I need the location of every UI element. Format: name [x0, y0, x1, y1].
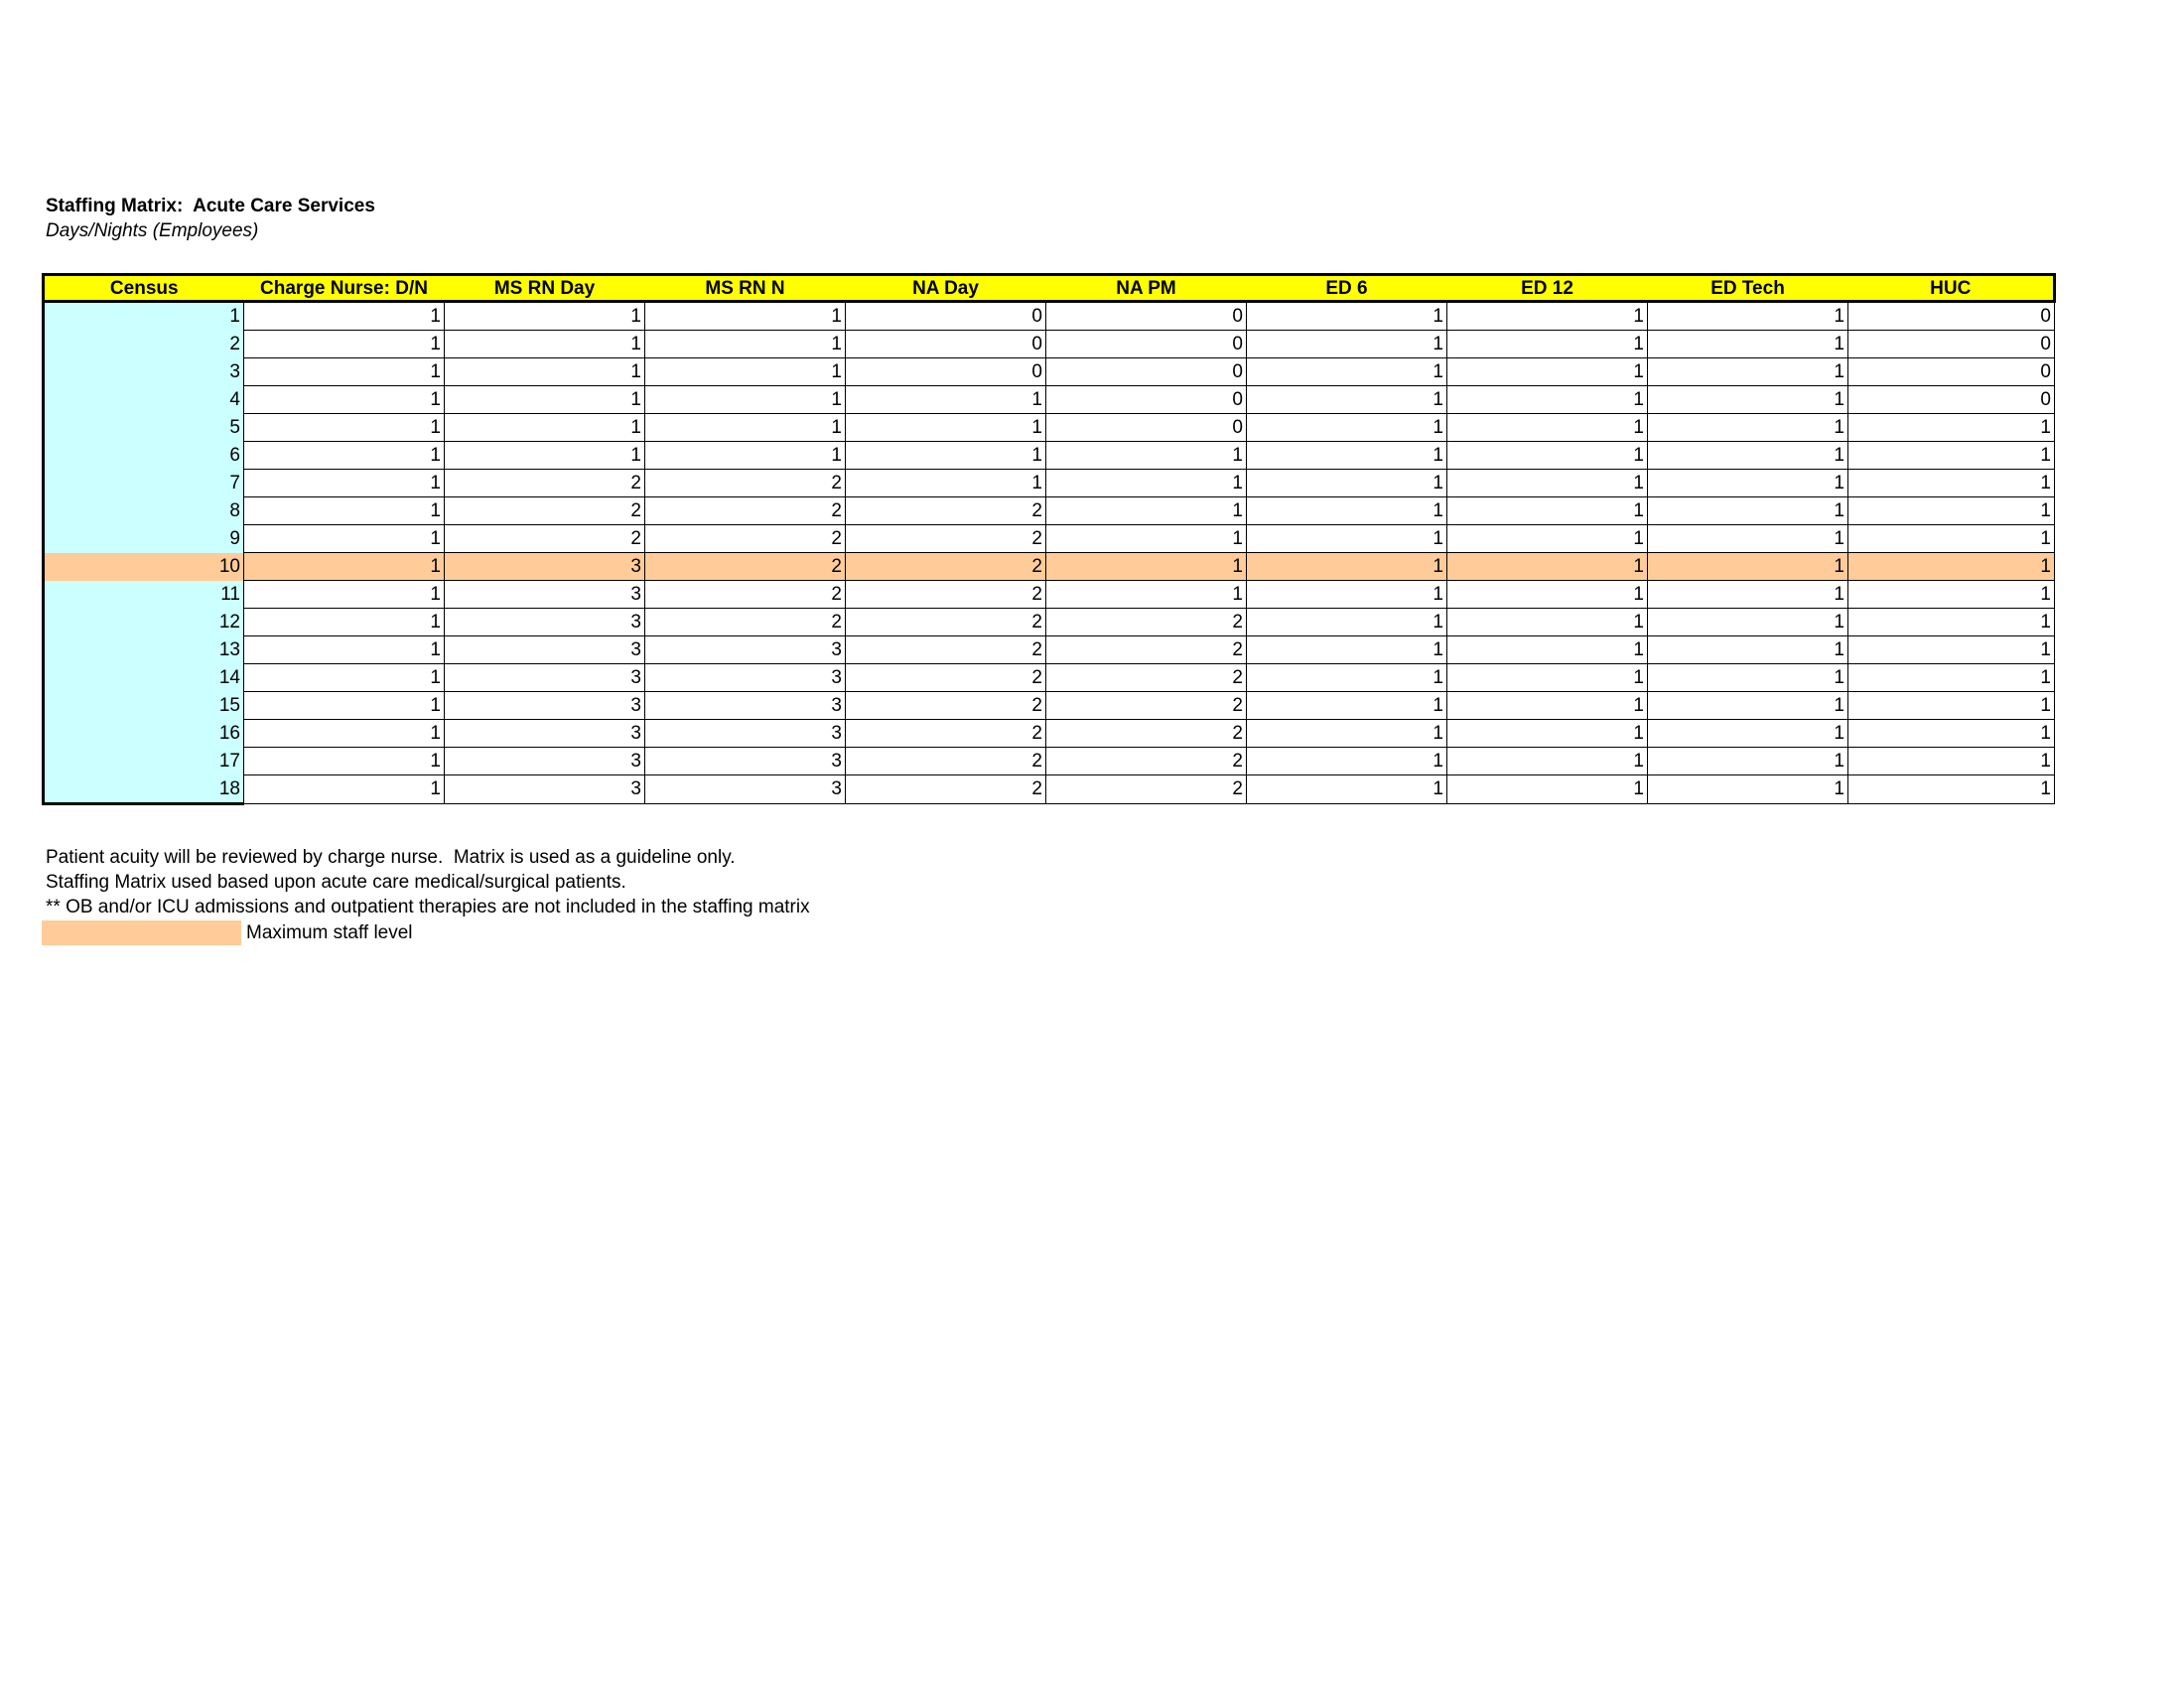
table-cell: 1 [244, 720, 445, 748]
table-cell: 3 [645, 664, 846, 692]
table-cell: 1 [645, 414, 846, 442]
table-cell: 1 [1648, 553, 1848, 581]
column-header: NA Day [846, 275, 1046, 302]
table-cell: 0 [1046, 331, 1247, 358]
table-cell: 3 [445, 775, 645, 804]
table-cell: 1 [1848, 720, 2055, 748]
table-cell: 2 [846, 664, 1046, 692]
table-cell: 1 [1648, 525, 1848, 553]
table-cell: 1 [1648, 748, 1848, 775]
table-cell: 1 [244, 331, 445, 358]
note-acuity: Patient acuity will be reviewed by charge nurse. Matrix is used as a guideline only. [46, 847, 736, 868]
table-cell: 1 [244, 775, 445, 804]
table-row [44, 525, 2055, 553]
census-cell: 11 [44, 581, 244, 609]
table-cell: 3 [445, 692, 645, 720]
table-cell: 1 [244, 748, 445, 775]
legend-label: Maximum staff level [246, 921, 413, 943]
table-cell: 2 [645, 525, 846, 553]
table-body [44, 302, 2055, 804]
table-cell: 2 [445, 525, 645, 553]
census-cell: 18 [44, 775, 244, 804]
table-cell: 1 [1447, 386, 1648, 414]
table-cell: 1 [244, 386, 445, 414]
table-cell: 2 [846, 692, 1046, 720]
table-cell: 0 [1848, 386, 2055, 414]
table-cell: 1 [1046, 581, 1247, 609]
table-cell: 2 [1046, 692, 1247, 720]
table-cell: 1 [244, 609, 445, 636]
table-cell: 1 [1247, 692, 1447, 720]
table-cell: 1 [1046, 525, 1247, 553]
table-cell: 1 [1247, 609, 1447, 636]
table-cell: 1 [1447, 302, 1648, 331]
table-cell: 1 [645, 442, 846, 470]
column-header: Census [44, 275, 244, 302]
table-row [44, 609, 2055, 636]
column-header: MS RN Day [445, 275, 645, 302]
table-cell: 1 [1247, 748, 1447, 775]
table-cell: 1 [244, 664, 445, 692]
table-cell: 3 [645, 775, 846, 804]
table-cell: 1 [1648, 775, 1848, 804]
table-cell: 1 [244, 442, 445, 470]
table-cell: 2 [645, 470, 846, 497]
table-cell: 1 [1848, 497, 2055, 525]
table-cell: 1 [1447, 525, 1648, 553]
table-cell: 1 [1447, 775, 1648, 804]
table-row [44, 775, 2055, 804]
legend-swatch [42, 920, 241, 945]
table-cell: 1 [846, 414, 1046, 442]
table-cell: 1 [1247, 470, 1447, 497]
table-cell: 2 [445, 470, 645, 497]
table-cell: 1 [1848, 553, 2055, 581]
table-cell: 1 [1247, 720, 1447, 748]
table-cell: 0 [846, 302, 1046, 331]
table-cell: 1 [244, 636, 445, 664]
table-cell: 0 [1046, 386, 1247, 414]
table-cell: 1 [1447, 636, 1648, 664]
census-cell: 13 [44, 636, 244, 664]
legend [42, 920, 413, 945]
notes [46, 845, 810, 919]
table-cell: 2 [846, 609, 1046, 636]
table-cell: 1 [1648, 609, 1848, 636]
table-cell: 1 [1848, 692, 2055, 720]
table-cell: 2 [1046, 609, 1247, 636]
table-cell: 1 [1447, 331, 1648, 358]
table-cell: 1 [645, 302, 846, 331]
census-cell: 6 [44, 442, 244, 470]
table-cell: 1 [1848, 609, 2055, 636]
table-row [44, 497, 2055, 525]
table-cell: 1 [846, 470, 1046, 497]
table-cell: 0 [846, 358, 1046, 386]
table-cell: 1 [1648, 414, 1848, 442]
table-cell: 1 [1447, 692, 1648, 720]
table-cell: 1 [244, 525, 445, 553]
table-cell: 3 [445, 720, 645, 748]
table-cell: 1 [1447, 581, 1648, 609]
table-cell: 1 [1247, 664, 1447, 692]
table-header-row [44, 275, 2055, 302]
table-row [44, 442, 2055, 470]
table-cell: 2 [1046, 775, 1247, 804]
census-cell: 17 [44, 748, 244, 775]
table-cell: 1 [1648, 664, 1848, 692]
census-cell: 5 [44, 414, 244, 442]
table-cell: 0 [1848, 331, 2055, 358]
table-cell: 2 [846, 775, 1046, 804]
table-cell: 1 [1247, 414, 1447, 442]
table-cell: 1 [1247, 497, 1447, 525]
table-cell: 2 [846, 553, 1046, 581]
table-cell: 2 [645, 581, 846, 609]
table-cell: 0 [1046, 302, 1247, 331]
table-cell: 2 [1046, 720, 1247, 748]
table-cell: 1 [1648, 358, 1848, 386]
table-cell: 3 [445, 553, 645, 581]
table-cell: 1 [1046, 497, 1247, 525]
table-cell: 3 [445, 748, 645, 775]
table-cell: 2 [645, 609, 846, 636]
table-cell: 1 [1247, 553, 1447, 581]
table-cell: 1 [445, 358, 645, 386]
table-cell: 1 [244, 553, 445, 581]
table-cell: 1 [1046, 553, 1247, 581]
table-cell: 1 [244, 302, 445, 331]
table-cell: 2 [1046, 636, 1247, 664]
table-row [44, 720, 2055, 748]
table-cell: 2 [645, 553, 846, 581]
table-cell: 1 [244, 692, 445, 720]
table-cell: 1 [1247, 386, 1447, 414]
table-row [44, 553, 2055, 581]
table-cell: 1 [1848, 442, 2055, 470]
table-cell: 1 [846, 442, 1046, 470]
table-cell: 1 [846, 386, 1046, 414]
table-cell: 2 [846, 636, 1046, 664]
table-cell: 1 [1848, 414, 2055, 442]
table-cell: 1 [445, 331, 645, 358]
census-cell: 9 [44, 525, 244, 553]
table-cell: 3 [645, 748, 846, 775]
table-cell: 1 [1247, 331, 1447, 358]
table-row [44, 636, 2055, 664]
table-cell: 1 [244, 414, 445, 442]
note-exclusions: ** OB and/or ICU admissions and outpatient therapies are not included in the staffing matrix [46, 897, 810, 917]
census-cell: 16 [44, 720, 244, 748]
table-cell: 1 [1447, 358, 1648, 386]
table-cell: 3 [445, 664, 645, 692]
table-row [44, 748, 2055, 775]
table-cell: 1 [244, 497, 445, 525]
column-header: ED 12 [1447, 275, 1648, 302]
table-row [44, 331, 2055, 358]
table-cell: 2 [1046, 664, 1247, 692]
table-cell: 1 [1648, 302, 1848, 331]
table-row [44, 692, 2055, 720]
table-cell: 1 [1848, 748, 2055, 775]
table-cell: 1 [1247, 442, 1447, 470]
table-cell: 1 [1848, 664, 2055, 692]
table-cell: 1 [1648, 331, 1848, 358]
table-cell: 1 [244, 470, 445, 497]
table-cell: 1 [244, 581, 445, 609]
table-cell: 2 [846, 720, 1046, 748]
table-cell: 1 [1648, 386, 1848, 414]
column-header: NA PM [1046, 275, 1247, 302]
table-cell: 1 [1247, 302, 1447, 331]
staffing-matrix-table [42, 273, 2056, 805]
table-cell: 3 [445, 636, 645, 664]
table-cell: 1 [1447, 664, 1648, 692]
table-cell: 1 [1447, 414, 1648, 442]
table-cell: 0 [1848, 302, 2055, 331]
table-cell: 1 [1247, 525, 1447, 553]
table-cell: 3 [645, 636, 846, 664]
table-cell: 3 [445, 609, 645, 636]
table-cell: 3 [645, 720, 846, 748]
table-cell: 3 [645, 692, 846, 720]
table-cell: 1 [445, 302, 645, 331]
table-cell: 1 [1247, 636, 1447, 664]
table-cell: 1 [1648, 581, 1848, 609]
note-basis: Staffing Matrix used based upon acute care medical/surgical patients. [46, 872, 626, 893]
table-cell: 1 [1447, 497, 1648, 525]
table-cell: 2 [846, 748, 1046, 775]
table-cell: 1 [1648, 720, 1848, 748]
table-cell: 1 [1447, 470, 1648, 497]
table-cell: 1 [1648, 470, 1848, 497]
table-cell: 1 [1247, 775, 1447, 804]
table-cell: 0 [1848, 358, 2055, 386]
table-cell: 1 [1848, 470, 2055, 497]
table-cell: 2 [846, 525, 1046, 553]
census-cell: 3 [44, 358, 244, 386]
table-cell: 1 [1648, 636, 1848, 664]
table-cell: 1 [1447, 720, 1648, 748]
table-cell: 0 [1046, 414, 1247, 442]
table-cell: 1 [1447, 748, 1648, 775]
census-cell: 7 [44, 470, 244, 497]
census-cell: 8 [44, 497, 244, 525]
census-cell: 4 [44, 386, 244, 414]
page-title: Staffing Matrix: Acute Care Services [46, 196, 375, 216]
census-cell: 12 [44, 609, 244, 636]
table-cell: 1 [1046, 442, 1247, 470]
table-cell: 1 [1447, 609, 1648, 636]
census-cell: 14 [44, 664, 244, 692]
table-cell: 1 [445, 386, 645, 414]
table-cell: 2 [645, 497, 846, 525]
table-cell: 1 [1648, 692, 1848, 720]
table-cell: 1 [1648, 497, 1848, 525]
table-cell: 1 [645, 386, 846, 414]
table-cell: 1 [645, 331, 846, 358]
census-cell: 1 [44, 302, 244, 331]
table-row [44, 358, 2055, 386]
table-cell: 1 [1046, 470, 1247, 497]
column-header: Charge Nurse: D/N [244, 275, 445, 302]
table-cell: 1 [1447, 553, 1648, 581]
table-cell: 1 [1648, 442, 1848, 470]
table-cell: 2 [846, 497, 1046, 525]
table-cell: 2 [846, 581, 1046, 609]
table-row [44, 581, 2055, 609]
table-row [44, 664, 2055, 692]
census-cell: 15 [44, 692, 244, 720]
table-row [44, 414, 2055, 442]
table-cell: 0 [1046, 358, 1247, 386]
column-header: HUC [1848, 275, 2055, 302]
column-header: MS RN N [645, 275, 846, 302]
table-cell: 1 [1848, 636, 2055, 664]
table-cell: 1 [1247, 358, 1447, 386]
census-cell: 2 [44, 331, 244, 358]
table-cell: 1 [1848, 775, 2055, 804]
column-header: ED Tech [1648, 275, 1848, 302]
table-cell: 1 [244, 358, 445, 386]
table-cell: 1 [445, 442, 645, 470]
page-subtitle: Days/Nights (Employees) [46, 220, 259, 241]
column-header: ED 6 [1247, 275, 1447, 302]
table-row [44, 470, 2055, 497]
table-cell: 1 [445, 414, 645, 442]
table-cell: 3 [445, 581, 645, 609]
table-cell: 2 [1046, 748, 1247, 775]
table-cell: 1 [1447, 442, 1648, 470]
table-cell: 1 [645, 358, 846, 386]
table-cell: 0 [846, 331, 1046, 358]
table-cell: 1 [1247, 581, 1447, 609]
census-cell: 10 [44, 553, 244, 581]
table-cell: 1 [1848, 525, 2055, 553]
table-cell: 2 [445, 497, 645, 525]
table-row [44, 386, 2055, 414]
table-row [44, 302, 2055, 331]
table-cell: 1 [1848, 581, 2055, 609]
